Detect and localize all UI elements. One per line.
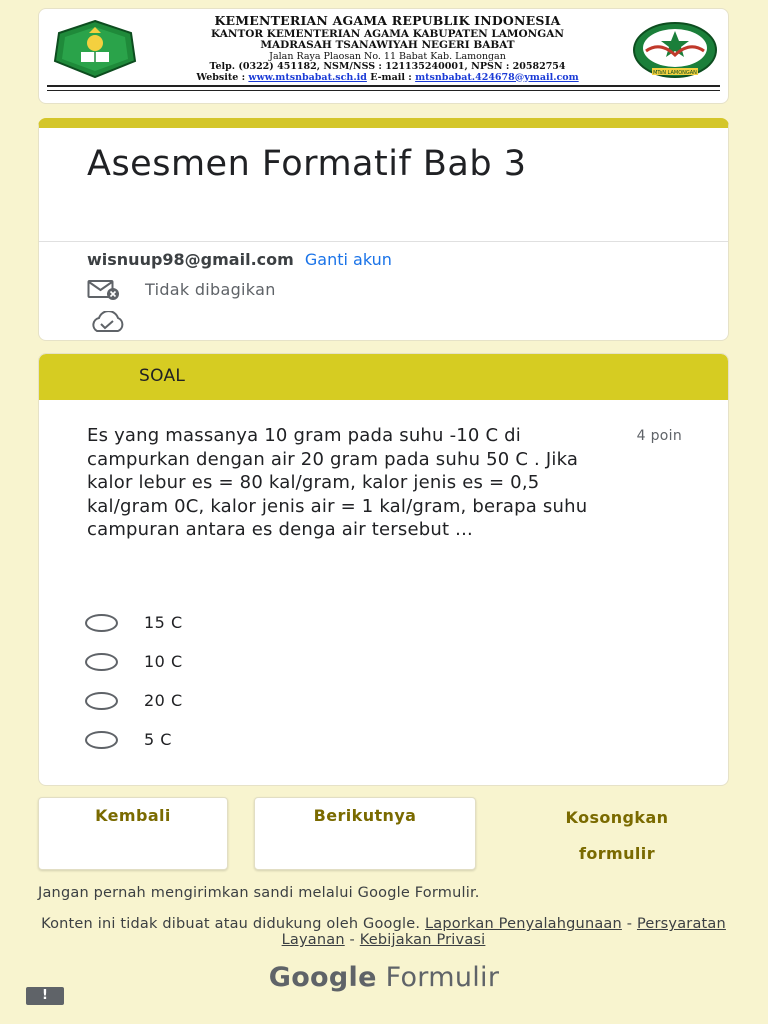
- logo-right-caption: MTsN LAMONGAN: [653, 70, 697, 76]
- option-label: 10 C: [144, 652, 183, 671]
- email-link: mtsnbabat.424678@ymail.com: [415, 71, 579, 83]
- website-link: www.mtsnbabat.sch.id: [248, 71, 367, 83]
- brand-google: Google: [268, 962, 377, 993]
- feedback-icon: !: [42, 988, 48, 1003]
- password-warning: Jangan pernah mengirimkan sandi melalui Google Formulir.: [38, 885, 480, 901]
- radio-button[interactable]: [85, 653, 118, 671]
- not-shared-text: Tidak dibagikan: [145, 279, 276, 299]
- option-15c[interactable]: [85, 613, 183, 632]
- letterhead-line1: KEMENTERIAN AGAMA REPUBLIK INDONESIA: [214, 13, 561, 28]
- option-label: 20 C: [144, 691, 183, 710]
- letterhead-divider: [47, 85, 720, 91]
- letterhead: [47, 15, 720, 83]
- option-label: 5 C: [144, 730, 172, 749]
- form-title-card: [38, 118, 729, 341]
- radio-button[interactable]: [85, 692, 118, 710]
- question-points: 4 poin: [636, 428, 682, 444]
- question-text: Es yang massanya 10 gram pada suhu -10 C di campurkan dengan air 20 gram pada suhu 50 C . Jika kalor lebur es = 80 kal/gram, kalor jenis es = 0,5 kal/gram 0C, kalor jenis air = 1 kal/gram, berapa suhu campuran antara es denga air tersebut ...: [87, 425, 588, 540]
- brand-forms: Formulir: [385, 962, 500, 993]
- radio-button[interactable]: [85, 731, 118, 749]
- option-5c[interactable]: [85, 730, 172, 749]
- clear-form-label-1: Kosongkan: [565, 808, 669, 827]
- mail-not-shared-icon: [87, 278, 121, 300]
- account-line: [87, 250, 392, 269]
- footer-separator: -: [621, 916, 637, 932]
- title-divider: [39, 241, 728, 242]
- section-header: [39, 354, 728, 400]
- feedback-button[interactable]: [26, 987, 64, 1005]
- form-title: Asesmen Formatif Bab 3: [87, 144, 527, 184]
- letterhead-contact: [143, 73, 632, 83]
- email-label: E-mail :: [366, 71, 416, 83]
- radio-button[interactable]: [85, 614, 118, 632]
- footer-disclaimer: [38, 916, 729, 948]
- not-shared-row: [87, 278, 276, 300]
- header-image-card: [38, 8, 729, 104]
- kemenag-logo-icon: [49, 19, 141, 79]
- letterhead-line3: MADRASAH TSANAWIYAH NEGERI BABAT: [260, 39, 515, 51]
- option-label: 15 C: [144, 613, 183, 632]
- letterhead-line5: Telp. (0322) 451182, NSM/NSS : 121135240001, NPSN : 20582754: [209, 61, 566, 72]
- letterhead-line4: Jalan Raya Plaosan No. 11 Babat Kab. Lamongan: [269, 50, 506, 62]
- section-title: SOAL: [139, 366, 186, 386]
- back-button[interactable]: Kembali: [38, 797, 228, 870]
- google-forms-logo[interactable]: [0, 962, 768, 993]
- disclaimer-text: Konten ini tidak dibuat atau didukung oleh Google.: [41, 916, 421, 932]
- switch-account-link[interactable]: Ganti akun: [304, 250, 392, 269]
- question-section-card: [38, 353, 729, 786]
- save-status-row: [87, 311, 127, 337]
- terms-link[interactable]: Persyaratan Layanan: [281, 916, 726, 948]
- letterhead-text: [143, 15, 632, 82]
- letterhead-line2: KANTOR KEMENTERIAN AGAMA KABUPATEN LAMONGAN: [211, 27, 564, 40]
- footer-separator: -: [344, 932, 360, 948]
- madrasah-logo-icon: [632, 21, 718, 79]
- website-label: Website :: [196, 71, 249, 83]
- cloud-saved-icon: [87, 311, 127, 333]
- privacy-link[interactable]: Kebijakan Privasi: [359, 932, 486, 948]
- clear-form-label-2: formulir: [579, 844, 655, 863]
- option-20c[interactable]: [85, 691, 183, 710]
- next-button[interactable]: Berikutnya: [254, 797, 476, 870]
- report-abuse-link[interactable]: Laporkan Penyalahgunaan: [425, 916, 622, 932]
- clear-form-button[interactable]: [506, 800, 728, 872]
- option-10c[interactable]: [85, 652, 183, 671]
- account-email: wisnuup98@gmail.com: [87, 250, 294, 269]
